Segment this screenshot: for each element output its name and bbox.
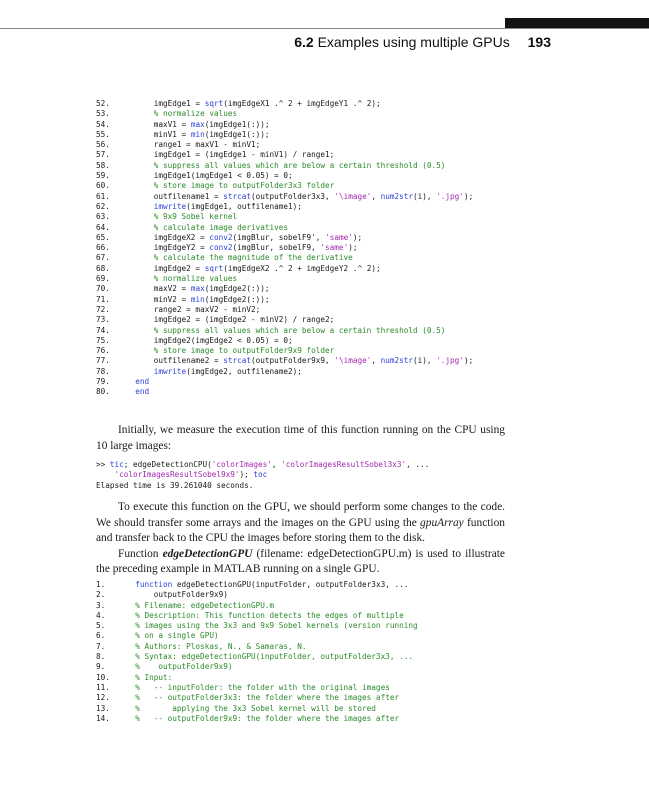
code-line <box>96 346 473 356</box>
code-token: % suppress all values which are below a certain threshold (0.5) <box>153 160 446 170</box>
code-token: imgEdgeY2 = <box>153 243 210 253</box>
line-number: 59. <box>96 171 110 181</box>
code-token: (imgEdge1(:)); <box>204 119 270 129</box>
line-number: 61. <box>96 191 110 201</box>
code-line <box>96 652 418 662</box>
line-number: 78. <box>96 366 110 376</box>
line-number: 9. <box>96 662 106 672</box>
code-token: min <box>190 294 205 304</box>
code-line <box>96 109 473 119</box>
code-token: end <box>135 387 150 397</box>
line-number: 80. <box>96 387 110 397</box>
code-token: % calculate image derivatives <box>153 222 289 232</box>
code-token: function <box>135 580 173 589</box>
line-number: 67. <box>96 253 110 263</box>
line-number: 3. <box>96 600 106 610</box>
running-header <box>0 34 551 50</box>
code-token: imgEdge2 = <box>153 263 205 273</box>
code-token: 'colorImagesResultSobel9x9' <box>114 470 240 480</box>
code-token: ); <box>348 243 358 253</box>
header-decor-bar <box>505 18 649 28</box>
code-token: (imgEdge1, outfilename1); <box>186 201 302 211</box>
code-line <box>96 683 418 693</box>
code-token: outfilename2 = <box>153 356 224 366</box>
code-line <box>96 590 418 600</box>
code-token: (imgEdgeX1 .^ 2 + imgEdgeY1 .^ 2); <box>223 99 381 108</box>
code-line <box>96 714 418 724</box>
function-name-term: edgeDetectionGPU <box>162 547 253 560</box>
line-number: 52. <box>96 99 110 108</box>
line-number: 14. <box>96 713 110 723</box>
code-token: minV1 = <box>153 129 191 139</box>
code-token: >> <box>96 460 110 469</box>
code-token: % calculate the magnitude of the derivative <box>153 253 353 263</box>
code-line <box>96 140 473 150</box>
line-number: 5. <box>96 621 106 631</box>
code-token: Elapsed time is 39.261040 seconds. <box>96 480 254 490</box>
line-number: 70. <box>96 284 110 294</box>
code-token: (i), <box>413 356 437 366</box>
line-number: 74. <box>96 325 110 335</box>
code-token: min <box>190 129 205 139</box>
code-token: , ... <box>406 460 430 469</box>
code-line <box>96 315 473 325</box>
code-token: (imgEdge2(:)); <box>204 284 270 294</box>
page-number: 193 <box>527 34 551 50</box>
code-line <box>96 161 473 171</box>
code-line <box>96 264 473 274</box>
code-token: strcat <box>223 356 251 366</box>
code-token: % store image to outputFolder9x9 folder <box>153 346 335 356</box>
code-line <box>96 621 418 631</box>
code-line <box>96 202 473 212</box>
line-number: 56. <box>96 140 110 150</box>
line-number: 12. <box>96 693 110 703</box>
code-token: tic <box>109 460 124 469</box>
code-token: 'same' <box>320 243 349 253</box>
code-token: conv2 <box>209 232 233 242</box>
line-number: 77. <box>96 356 110 366</box>
code-token: % images using the 3x3 and 9x9 Sobel kernels (version running <box>135 621 418 631</box>
code-token: (imgBlur, sobelF9', <box>232 232 326 242</box>
line-number: 69. <box>96 274 110 284</box>
code-token: % 9x9 Sobel kernel <box>153 212 238 222</box>
code-token: % Input: <box>135 672 173 682</box>
section-title: Examples using multiple GPUs <box>317 34 510 50</box>
code-line <box>96 233 473 243</box>
code-line <box>96 460 429 470</box>
code-line <box>96 171 473 181</box>
code-token: imwrite <box>153 366 187 376</box>
line-number: 66. <box>96 243 110 253</box>
paragraph-cpu-intro: Initially, we measure the execution time of this function running on the CPU using 10 large images: <box>96 424 505 452</box>
code-line <box>96 631 418 641</box>
line-number: 71. <box>96 294 110 304</box>
code-token: strcat <box>223 191 251 201</box>
code-token: , <box>371 356 381 366</box>
code-line <box>96 387 473 397</box>
code-token: (outputFolder3x3, <box>251 191 335 201</box>
code-token: '.jpg' <box>436 356 464 366</box>
code-token: % outputFolder9x9) <box>135 662 233 672</box>
code-line <box>96 356 473 366</box>
code-token: maxV1 = <box>153 119 191 129</box>
line-number: 8. <box>96 652 106 662</box>
code-token: imwrite <box>153 201 187 211</box>
line-number: 1. <box>96 580 106 589</box>
code-line <box>96 284 473 294</box>
code-token: ); <box>239 470 254 480</box>
code-line <box>96 704 418 714</box>
line-number: 65. <box>96 232 110 242</box>
code-line <box>96 662 418 672</box>
code-line <box>96 326 473 336</box>
code-token: % -- outputFolder9x9: the folder where the images after <box>135 713 400 723</box>
code-token: imgEdge1(imgEdge1 < 0.05) = 0; <box>153 171 293 181</box>
code-token: edgeDetectionGPU(inputFolder, outputFolder3x3, ... <box>172 580 409 589</box>
line-number: 62. <box>96 201 110 211</box>
code-token: % -- inputFolder: the folder with the original images <box>135 682 390 692</box>
line-number: 68. <box>96 263 110 273</box>
code-line <box>96 481 429 491</box>
line-number: 54. <box>96 119 110 129</box>
code-listing-bottom <box>96 580 418 724</box>
code-token: % Authors: Ploskas, N., & Samaras, N. <box>135 641 307 651</box>
code-line <box>96 223 473 233</box>
code-line <box>96 150 473 160</box>
code-token: outfilename1 = <box>153 191 224 201</box>
code-token: imgEdge2 = (imgEdge2 - minV2) / range2; <box>153 315 335 325</box>
line-number: 64. <box>96 222 110 232</box>
code-token: sqrt <box>204 99 224 108</box>
line-number: 79. <box>96 377 110 387</box>
code-token: max <box>190 119 205 129</box>
code-token: maxV2 = <box>153 284 191 294</box>
code-line <box>96 673 418 683</box>
code-line <box>96 243 473 253</box>
code-token: imgEdge2(imgEdge2 < 0.05) = 0; <box>153 335 293 345</box>
code-token: % -- outputFolder3x3: the folder where the images after <box>135 693 400 703</box>
code-token: 'colorImagesResultSobel3x3' <box>281 460 407 469</box>
code-line <box>96 253 473 263</box>
code-token: ); <box>463 191 474 201</box>
line-number: 53. <box>96 109 110 119</box>
code-token: % applying the 3x3 Sobel kernel will be stored <box>135 703 376 713</box>
code-token: 'colorImages' <box>211 460 272 469</box>
code-token: outputFolder9x9) <box>153 590 228 600</box>
code-token: sqrt <box>204 263 224 273</box>
line-number: 72. <box>96 304 110 314</box>
code-line <box>96 212 473 222</box>
code-token: end <box>135 377 150 387</box>
line-number: 2. <box>96 590 106 600</box>
code-token: imgEdge1 = (imgEdge1 - minV1) / range1; <box>153 150 335 160</box>
code-token: max <box>190 284 205 294</box>
code-token: imgEdge1 = <box>153 99 205 108</box>
code-line <box>96 295 473 305</box>
code-line <box>96 99 473 109</box>
code-line <box>96 367 473 377</box>
code-token: num2str <box>380 191 414 201</box>
line-number: 76. <box>96 346 110 356</box>
code-line <box>96 601 418 611</box>
section-number: 6.2 <box>294 34 314 50</box>
code-token: num2str <box>380 356 414 366</box>
line-number: 58. <box>96 160 110 170</box>
code-token: % Syntax: edgeDetectionGPU(inputFolder, outputFolder3x3, ... <box>135 652 413 662</box>
line-number: 75. <box>96 335 110 345</box>
code-token: (imgEdge2, outfilename2); <box>186 366 302 376</box>
code-token: % on a single GPU) <box>135 631 219 641</box>
code-line <box>96 305 473 315</box>
line-number: 10. <box>96 672 110 682</box>
code-line <box>96 642 418 652</box>
code-line <box>96 580 418 590</box>
line-number: 6. <box>96 631 106 641</box>
code-token: '\image' <box>334 356 372 366</box>
code-line <box>96 611 418 621</box>
code-token: % normalize values <box>153 109 238 119</box>
code-line <box>96 130 473 140</box>
code-token: '\image' <box>334 191 372 201</box>
code-token: ; edgeDetectionCPU( <box>123 460 212 469</box>
code-token: , <box>271 460 282 469</box>
line-number: 60. <box>96 181 110 191</box>
line-number: 4. <box>96 610 106 620</box>
code-token: % Description: This function detects the edges of multiple <box>135 610 404 620</box>
code-listing-top <box>96 99 473 398</box>
code-line <box>96 336 473 346</box>
code-token: % normalize values <box>153 274 238 284</box>
code-token: (imgEdgeX2 .^ 2 + imgEdgeY2 .^ 2); <box>223 263 381 273</box>
paragraph-gpu-changes: To execute this function on the GPU, we should perform some changes to the code. We should transfer some arrays and the images on the GPU using the gpuArray function and transfer back to the CPU the images before storing them to the disk. Function edgeDetectionGPU (filename: edgeDetectionGPU.m) is used to illustrate the preceding example in MATLAB running on a single GPU. <box>96 501 505 576</box>
command-window-output <box>96 460 429 491</box>
code-line <box>96 377 473 387</box>
code-token: (imgEdge2(:)); <box>204 294 270 304</box>
code-token: (imgBlur, sobelF9, <box>232 243 321 253</box>
code-token: (i), <box>413 191 437 201</box>
code-token: imgEdgeX2 = <box>153 232 210 242</box>
line-number: 73. <box>96 315 110 325</box>
code-line <box>96 274 473 284</box>
line-number: 7. <box>96 641 106 651</box>
code-token: ); <box>463 356 474 366</box>
code-token: conv2 <box>209 243 233 253</box>
code-token: '.jpg' <box>436 191 464 201</box>
line-number: 57. <box>96 150 110 160</box>
line-number: 63. <box>96 212 110 222</box>
code-token: ); <box>352 232 363 242</box>
code-line <box>96 120 473 130</box>
line-number: 13. <box>96 703 110 713</box>
code-line <box>96 470 429 480</box>
code-line <box>96 693 418 703</box>
code-token: toc <box>253 470 268 480</box>
code-line <box>96 181 473 191</box>
code-token: minV2 = <box>153 294 191 304</box>
code-token: range2 = maxV2 - minV2; <box>153 304 261 314</box>
code-token: % store image to outputFolder3x3 folder <box>153 181 335 191</box>
header-rule <box>0 28 649 29</box>
code-token: (outputFolder9x9, <box>251 356 335 366</box>
gpuarray-term: gpuArray <box>420 516 464 529</box>
line-number: 55. <box>96 129 110 139</box>
code-token: 'same' <box>325 232 353 242</box>
code-token: % Filename: edgeDetectionGPU.m <box>135 600 275 610</box>
code-token: (imgEdge1(:)); <box>204 129 270 139</box>
code-line <box>96 192 473 202</box>
code-token: % suppress all values which are below a certain threshold (0.5) <box>153 325 446 335</box>
code-token: , <box>371 191 381 201</box>
line-number: 11. <box>96 682 110 692</box>
code-token: range1 = maxV1 - minV1; <box>153 140 261 150</box>
